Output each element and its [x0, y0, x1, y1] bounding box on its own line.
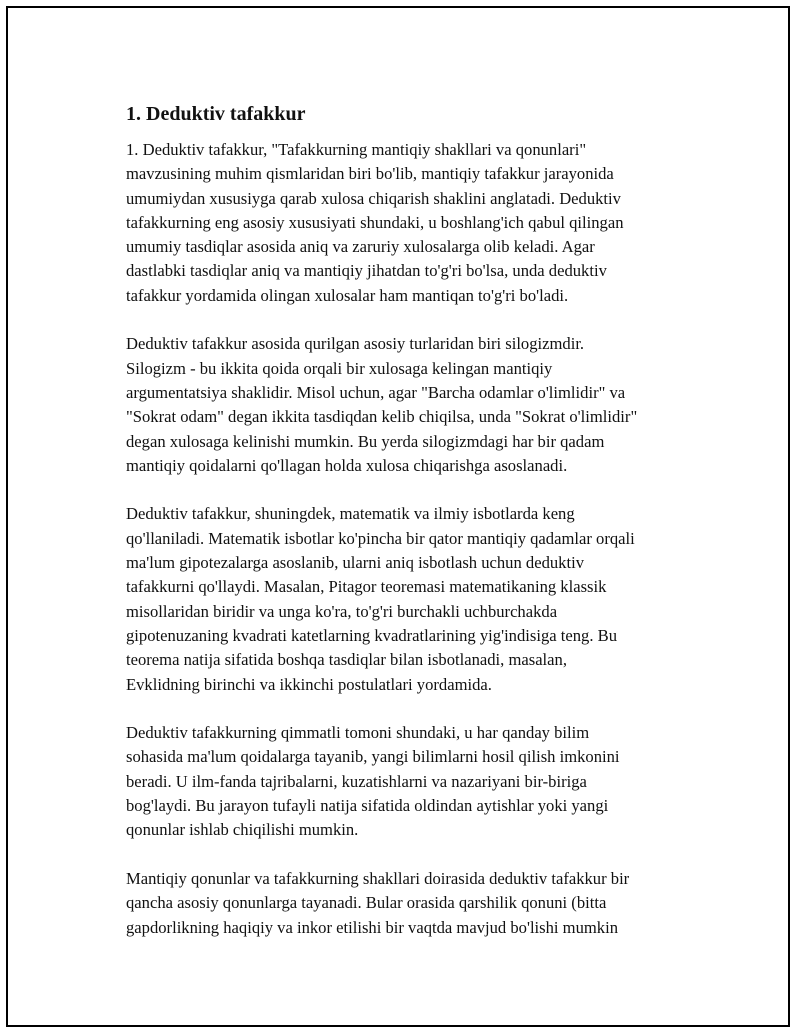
text-line: degan xulosaga kelinishi mumkin. Bu yerda silogizmdagi har bir qadam [126, 431, 605, 451]
document-body [126, 100, 706, 964]
text-line: ma'lum gipotezalarga asoslanib, ularni aniq isbotlash uchun deduktiv [126, 553, 584, 573]
text-line: bog'laydi. Bu jarayon tufayli natija sifatida oldindan aytishlar yoki yangi [126, 796, 609, 816]
text-line: Silogizm - bu ikkita qoida orqali bir xulosaga kelingan mantiqiy [126, 358, 553, 378]
page-frame [6, 6, 790, 1027]
text-line: tafakkurni qo'llaydi. Masalan, Pitagor teoremasi matematikaning klassik [126, 577, 607, 597]
paragraph [126, 721, 706, 842]
text-line: Mantiqiy qonunlar va tafakkurning shakllari doirasida deduktiv tafakkur bir [126, 868, 630, 888]
text-line: mavzusining muhim qismlaridan biri bo'lib, mantiqiy tafakkur jarayonida [126, 164, 614, 184]
text-line: tafakkurning eng asosiy xususiyati shundaki, u boshlang'ich qabul qilingan [126, 212, 624, 232]
paragraph [126, 138, 706, 308]
paragraph [126, 867, 706, 940]
text-line: qonunlar ishlab chiqilishi mumkin. [126, 820, 359, 840]
text-line: "Sokrat odam" degan ikkita tasdiqdan kelib chiqilsa, unda "Sokrat o'limlidir" [126, 407, 638, 427]
text-line: misollaridan biridir va unga ko'ra, to'g'ri burchakli uchburchakda [126, 601, 558, 621]
text-line: teorema natija sifatida boshqa tasdiqlar bilan isbotlanadi, masalan, [126, 650, 567, 670]
text-line: argumentatsiya shaklidir. Misol uchun, agar "Barcha odamlar o'limlidir" va [126, 382, 626, 402]
text-line: gapdorlikning haqiqiy va inkor etilishi bir vaqtda mavjud bo'lishi mumkin [126, 917, 618, 937]
text-line: tafakkur yordamida olingan xulosalar ham mantiqan to'g'ri bo'ladi. [126, 285, 569, 305]
text-line: Deduktiv tafakkur, shuningdek, matematik va ilmiy isbotlarda keng [126, 504, 575, 524]
text-line: Evklidning birinchi va ikkinchi postulatlari yordamida. [126, 674, 492, 694]
text-line: mantiqiy qoidalarni qo'llagan holda xulosa chiqarishga asoslanadi. [126, 455, 568, 475]
text-line: dastlabki tasdiqlar aniq va mantiqiy jihatdan to'g'ri bo'lsa, unda deduktiv [126, 261, 607, 281]
text-line: Deduktiv tafakkurning qimmatli tomoni shundaki, u har qanday bilim [126, 723, 590, 743]
text-line: 1. Deduktiv tafakkur, "Tafakkurning mantiqiy shakllari va qonunlari" [126, 140, 587, 159]
document-title: 1. Deduktiv tafakkur [126, 103, 306, 125]
text-line: gipotenuzaning kvadrati katetlarning kvadratlarining yig'indisiga teng. Bu [126, 625, 617, 645]
paragraph-container [126, 138, 706, 940]
text-line: umumiydan xususiyga qarab xulosa chiqarish shaklini anglatadi. Deduktiv [126, 188, 621, 208]
text-line: beradi. U ilm-fanda tajribalarni, kuzatishlarni va nazariyani bir-biriga [126, 771, 587, 791]
text-line: umumiy tasdiqlar asosida aniq va zaruriy xulosalarga olib keladi. Agar [126, 237, 595, 257]
text-line: qo'llaniladi. Matematik isbotlar ko'pincha bir qator mantiqiy qadamlar orqali [126, 528, 635, 548]
paragraph [126, 332, 706, 478]
paragraph [126, 502, 706, 696]
text-line: Deduktiv tafakkur asosida qurilgan asosiy turlaridan biri silogizmdir. [126, 334, 585, 354]
text-line: sohasida ma'lum qoidalarga tayanib, yangi bilimlarni hosil qilish imkonini [126, 747, 620, 767]
text-line: qancha asosiy qonunlarga tayanadi. Bular orasida qarshilik qonuni (bitta [126, 893, 607, 913]
